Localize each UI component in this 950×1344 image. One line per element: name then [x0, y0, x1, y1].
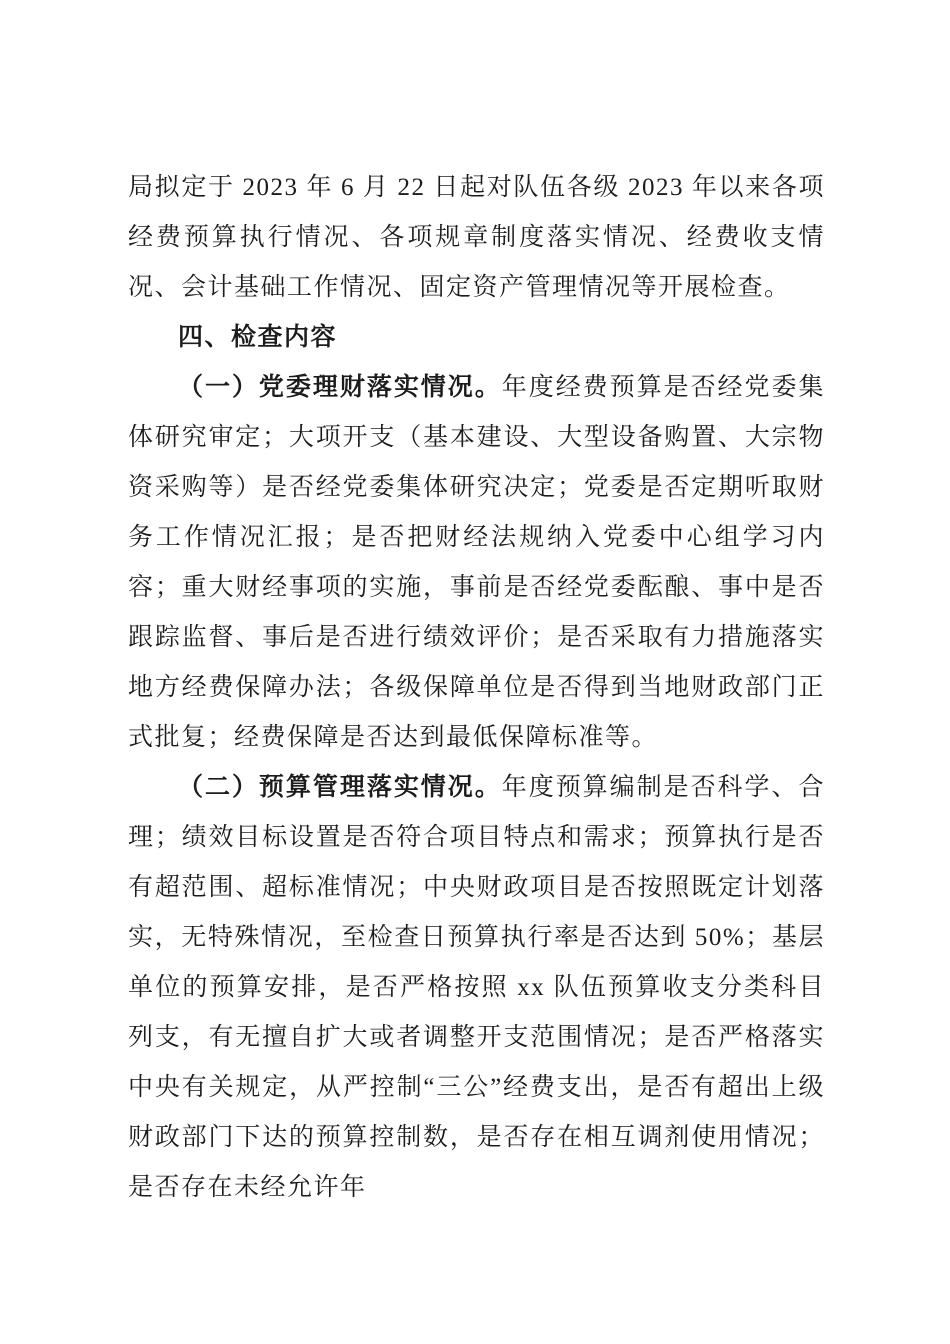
paragraph-continuation	[128, 163, 825, 313]
paragraph-text: 局拟定于 2023 年 6 月 22 日起对队伍各级 2023 年以来各项经费预算执行情况、各项规章制度落实情况、经费收支情况、会计基础工作情况、固定资产管理情况等开展检查。	[128, 174, 825, 301]
paragraph-text: 年度预算编制是否科学、合理；绩效目标设置是否符合项目特点和需求；预算执行是否有超范围、超标准情况；中央财政项目是否按照既定计划落实，无特殊情况，至检查日预算执行率是否达到 50%；基层单位的预算安排，是否严格按照 xx 队伍预算收支分类科目列支，有无擅自扩大或者调整开支范围情况；是否严格落实中央有关规定，从严控制“三公”经费支出，是否有超出上级财政部门下达的预算控制数，是否存在相互调剂使用情况；是否存在未经允许年	[128, 774, 825, 1201]
paragraph-text: 年度经费预算是否经党委集体研究审定；大项开支（基本建设、大型设备购置、大宗物资采购等）是否经党委集体研究决定；党委是否定期听取财务工作情况汇报；是否把财经法规纳入党委中心组学习内容；重大财经事项的实施，事前是否经党委酝酿、事中是否跟踪监督、事后是否进行绩效评价；是否采取有力措施落实地方经费保障办法；各级保障单位是否得到当地财政部门正式批复；经费保障是否达到最低保障标准等。	[128, 374, 825, 751]
page-text-block	[128, 163, 825, 1213]
paragraph-lead-bold: （一）党委理财落实情况。	[178, 374, 502, 401]
section-heading-inspection-content: 四、检查内容	[178, 324, 338, 351]
paragraph-item-1-party-committee-finance	[128, 363, 825, 763]
paragraph-lead-bold: （二）预算管理落实情况。	[178, 774, 502, 801]
paragraph-item-2-budget-management	[128, 763, 825, 1213]
